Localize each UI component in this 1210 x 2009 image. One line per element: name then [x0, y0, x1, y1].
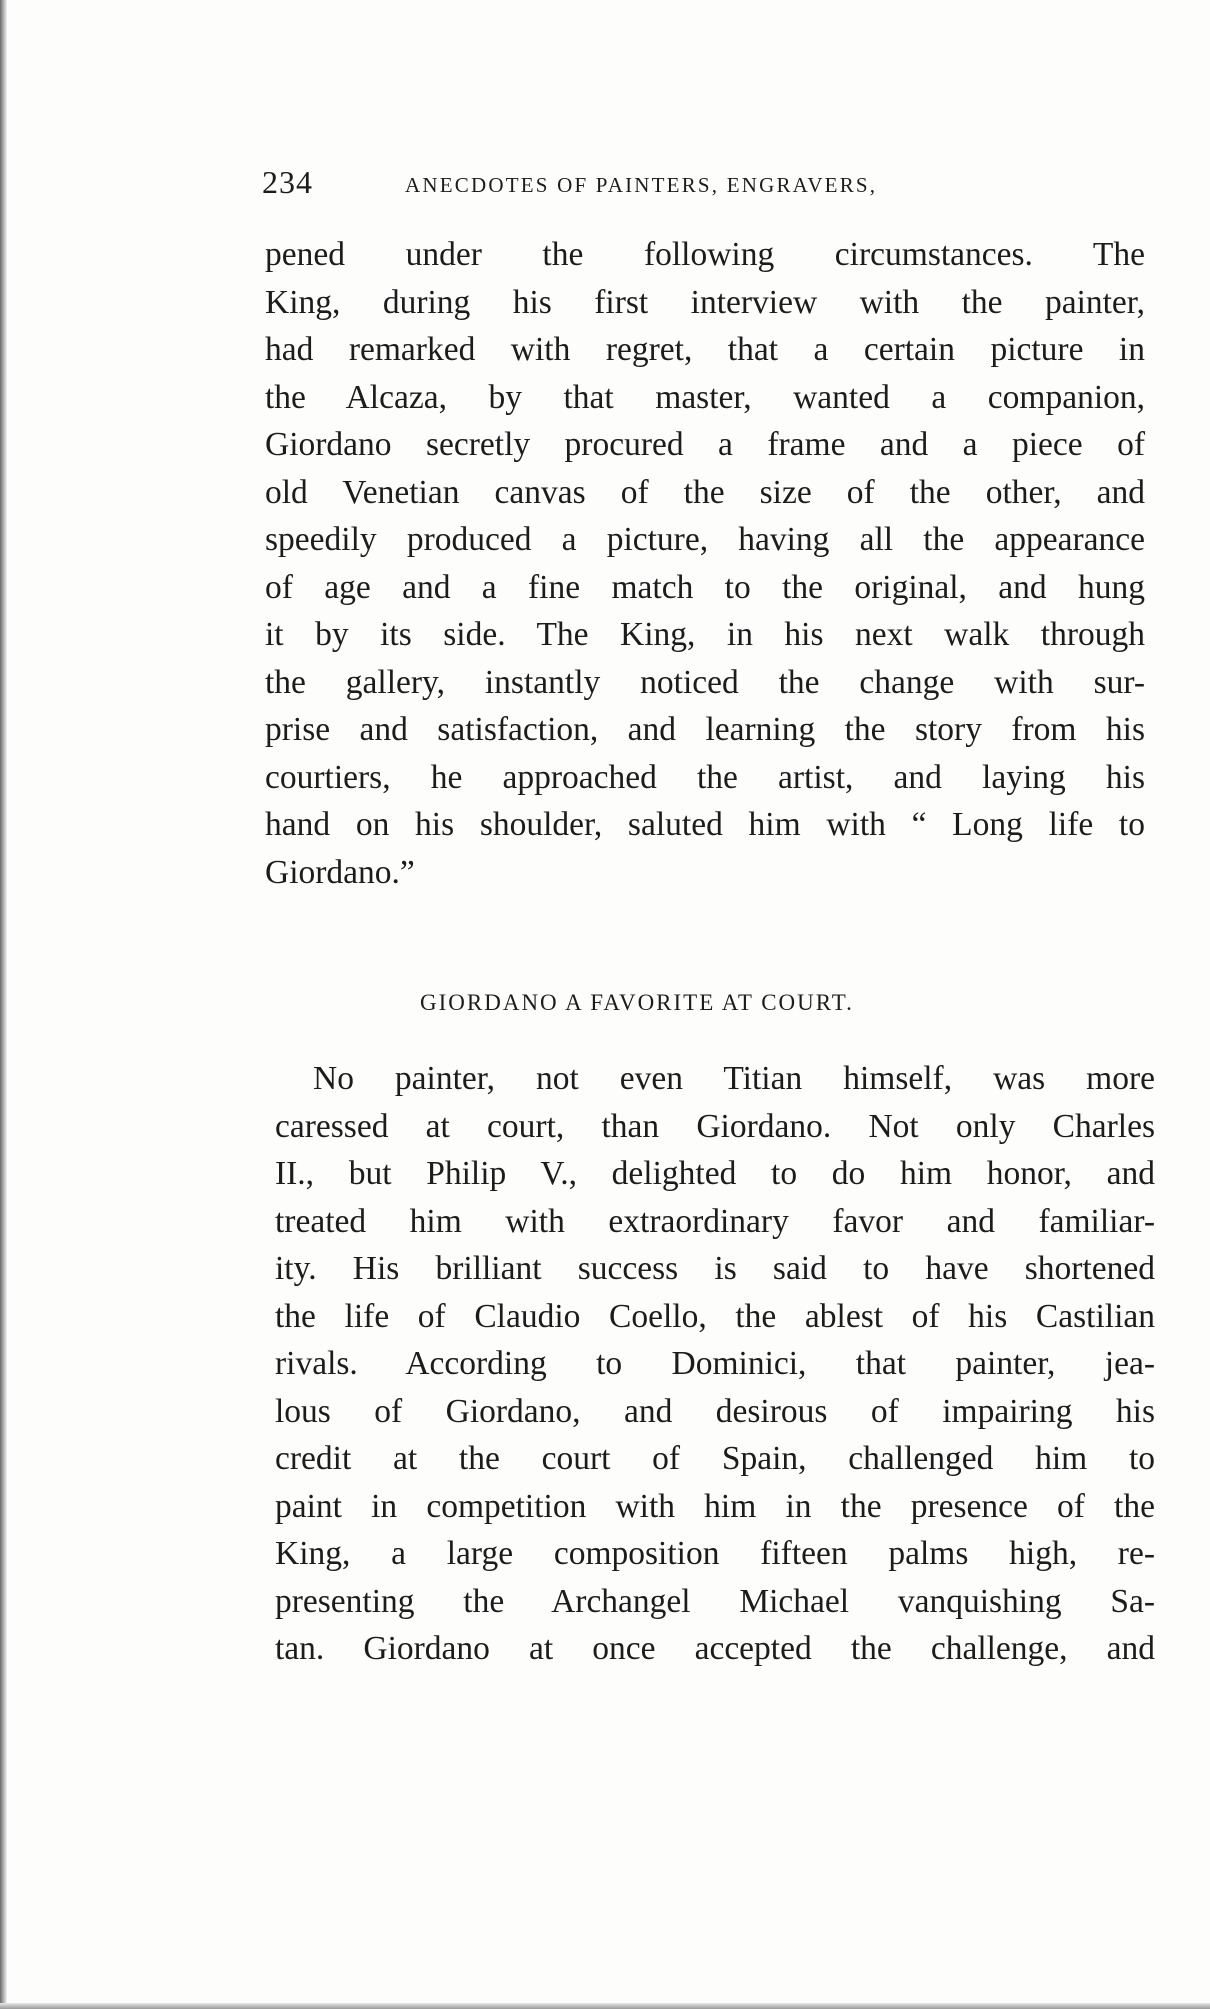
text-line: caressed at court, than Giordano. Not only Charles	[275, 1107, 1155, 1145]
text-line: ity. His brilliant success is said to have shortened	[275, 1250, 1155, 1287]
text-line: it by its side. The King, in his next walk through	[265, 616, 1145, 653]
text-line: speedily produced a picture, having all the appearance	[265, 521, 1145, 558]
text-line: II., but Philip V., delighted to do him honor, and	[275, 1155, 1155, 1192]
paragraph-1	[265, 231, 1145, 896]
text-line: Giordano.”	[265, 853, 415, 891]
text-line: treated him with extraordinary favor and familiar-	[275, 1202, 1155, 1240]
text-line: No painter, not even Titian himself, was more	[313, 1060, 1155, 1097]
text-line: credit at the court of Spain, challenged him to	[275, 1440, 1155, 1477]
text-line: King, a large composition fifteen palms high, re-	[275, 1535, 1155, 1572]
text-line: King, during his first interview with the painter,	[265, 283, 1145, 321]
page-number: 234	[262, 164, 313, 200]
text-line: the Alcaza, by that master, wanted a companion,	[265, 378, 1145, 416]
text-line: old Venetian canvas of the size of the other, and	[265, 473, 1145, 511]
text-line: had remarked with regret, that a certain picture in	[265, 331, 1145, 368]
section-heading: GIORDANO A FAVORITE AT COURT.	[420, 990, 854, 1015]
text-line: rivals. According to Dominici, that painter, jea-	[275, 1345, 1155, 1382]
text-line: presenting the Archangel Michael vanquishing Sa-	[275, 1582, 1155, 1620]
text-line: the gallery, instantly noticed the change with sur-	[265, 663, 1145, 701]
text-line: of age and a fine match to the original, and hung	[265, 568, 1145, 606]
text-line: the life of Claudio Coello, the ablest of his Castilian	[275, 1297, 1155, 1335]
text-line: courtiers, he approached the artist, and laying his	[265, 758, 1145, 796]
page-bottom-edge	[0, 2003, 1210, 2009]
text-line: lous of Giordano, and desirous of impairing his	[275, 1392, 1155, 1430]
binding-edge	[0, 0, 7, 2009]
paragraph-2	[275, 1055, 1155, 1673]
text-line: prise and satisfaction, and learning the story from his	[265, 711, 1145, 748]
running-head	[262, 164, 1062, 204]
text-line: hand on his shoulder, saluted him with “ Long life to	[265, 806, 1145, 843]
text-line: Giordano secretly procured a frame and a piece of	[265, 426, 1145, 463]
text-line: paint in competition with him in the presence of the	[275, 1487, 1155, 1525]
running-title: ANECDOTES OF PAINTERS, ENGRAVERS,	[405, 173, 878, 197]
text-line: pened under the following circumstances. The	[265, 236, 1145, 273]
text-line: tan. Giordano at once accepted the challenge, and	[275, 1630, 1155, 1667]
